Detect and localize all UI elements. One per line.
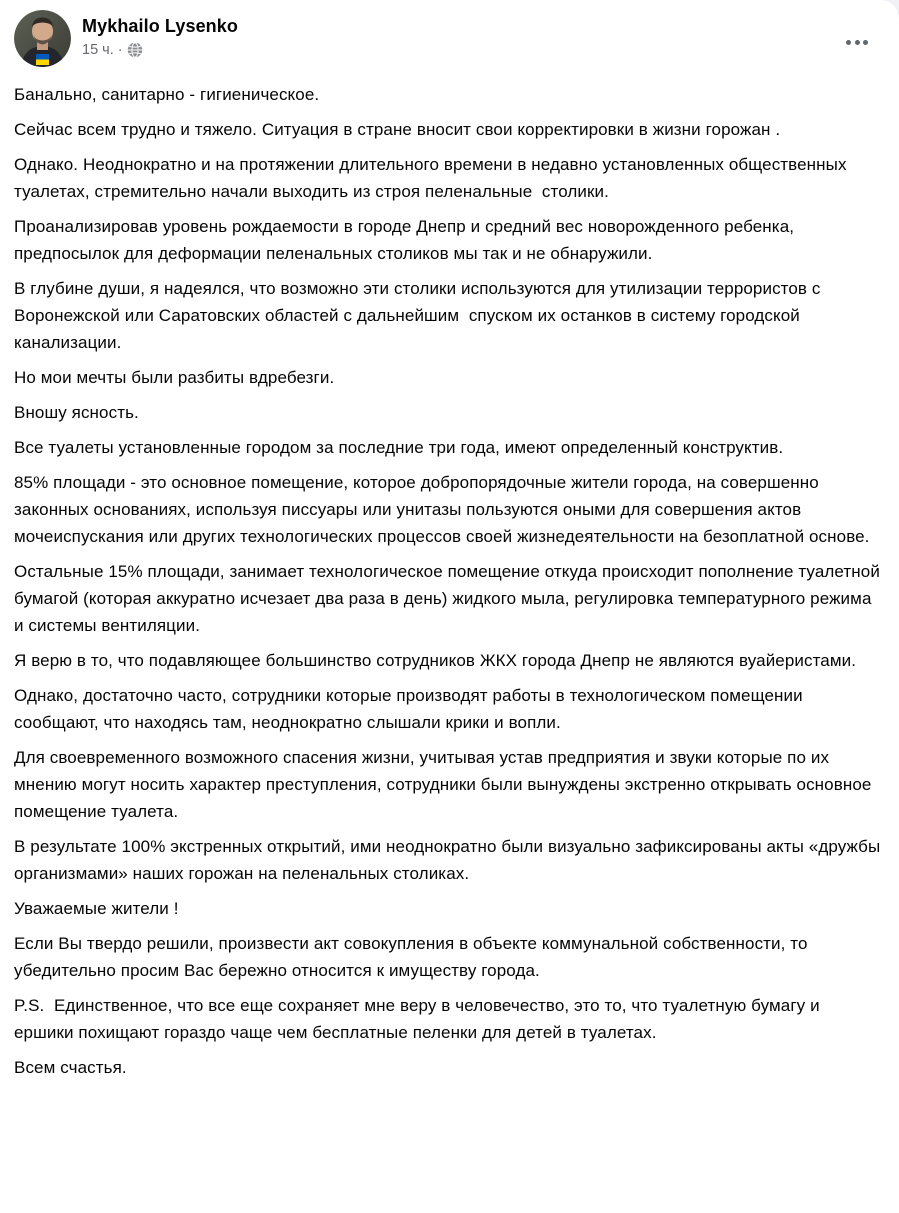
post-paragraph: Уважаемые жители ! xyxy=(14,899,179,918)
avatar-image xyxy=(14,10,71,67)
post-options-button[interactable] xyxy=(839,28,875,56)
post-paragraph: Для своевременного возможного спасения жизни, учитывая устав предприятия и звуки которые по их мнению могут носить характер преступления, сотрудники были вынуждены экстренно открывать основное помещение туалета. xyxy=(14,748,877,821)
meta-separator: · xyxy=(117,42,123,58)
post-paragraph: Однако. Неоднократно и на протяжении длительного времени в недавно установленных общественных туалетах, стремительно начали выходить из строя пеленальные столики. xyxy=(14,155,852,201)
globe-public-icon xyxy=(127,42,143,58)
post-paragraph: P.S. Единственное, что все еще сохраняет мне веру в человечество, это то, что туалетную бумагу и ершики похищают гораздо чаще чем бесплатные пеленки для детей в туалетах. xyxy=(14,996,825,1042)
post-paragraph: Банально, санитарно - гигиеническое. xyxy=(14,85,320,104)
ellipsis-dot xyxy=(855,40,860,45)
ukraine-flag xyxy=(36,54,49,65)
post-text xyxy=(0,75,899,1081)
post-paragraph: Но мои мечты были разбиты вдребезги. xyxy=(14,368,335,387)
post-paragraph: В глубине души, я надеялся, что возможно эти столики используются для утилизации террористов с Воронежской или Саратовских областей с дальнейшим спуском их останков в систему городской канализации. xyxy=(14,279,826,352)
post-paragraph: Если Вы твердо решили, произвести акт совокупления в объекте коммунальной собственности, то убедительно просим Вас бережно относится к имуществу города. xyxy=(14,934,813,980)
timestamp[interactable]: 15 ч. xyxy=(82,42,114,58)
post-paragraph: Остальные 15% площади, занимает технологическое помещение откуда происходит пополнение туалетной бумагой (которая аккуратно исчезает два раза в день) жидкого мыла, регулировка температурного режима и системы вентиляции. xyxy=(14,562,885,635)
author-name[interactable]: Mykhailo Lysenko xyxy=(82,16,238,36)
header-meta xyxy=(82,10,238,58)
post-paragraph: 85% площади - это основное помещение, которое добропорядочные жители города, на совершенно законных основаниях, используя писсуары или унитазы пользуются оными для совершения актов мочеиспускания или других технологических процессов своей жизнедеятельности на безоплатной основе. xyxy=(14,473,870,546)
post-paragraph: Всем счастья. xyxy=(14,1058,127,1077)
post-paragraph: Однако, достаточно часто, сотрудники которые производят работы в технологическом помещении сообщают, что находясь там, неоднократно слышали крики и вопли. xyxy=(14,686,808,732)
post-paragraph: Проанализировав уровень рождаемости в городе Днепр и средний вес новорожденного ребенка, предпосылок для деформации пеленальных столиков мы так и не обнаружили. xyxy=(14,217,799,263)
ellipsis-dot xyxy=(846,40,851,45)
post-paragraph: Сейчас всем трудно и тяжело. Ситуация в стране вносит свои корректировки в жизни горожан . xyxy=(14,120,781,139)
post-paragraph: Вношу ясность. xyxy=(14,403,139,422)
ellipsis-dot xyxy=(863,40,868,45)
avatar[interactable] xyxy=(14,10,71,67)
post-header xyxy=(0,0,899,75)
post-paragraph: Я верю в то, что подавляющее большинство сотрудников ЖКХ города Днепр не являются вуайеристами. xyxy=(14,651,857,670)
post-meta-line xyxy=(82,42,238,58)
post-paragraph: Все туалеты установленные городом за последние три года, имеют определенный конструктив. xyxy=(14,438,784,457)
post-paragraph: В результате 100% экстренных открытий, ими неоднократно были визуально зафиксированы акты «дружбы организмами» наших горожан на пеленальных столиках. xyxy=(14,837,886,883)
